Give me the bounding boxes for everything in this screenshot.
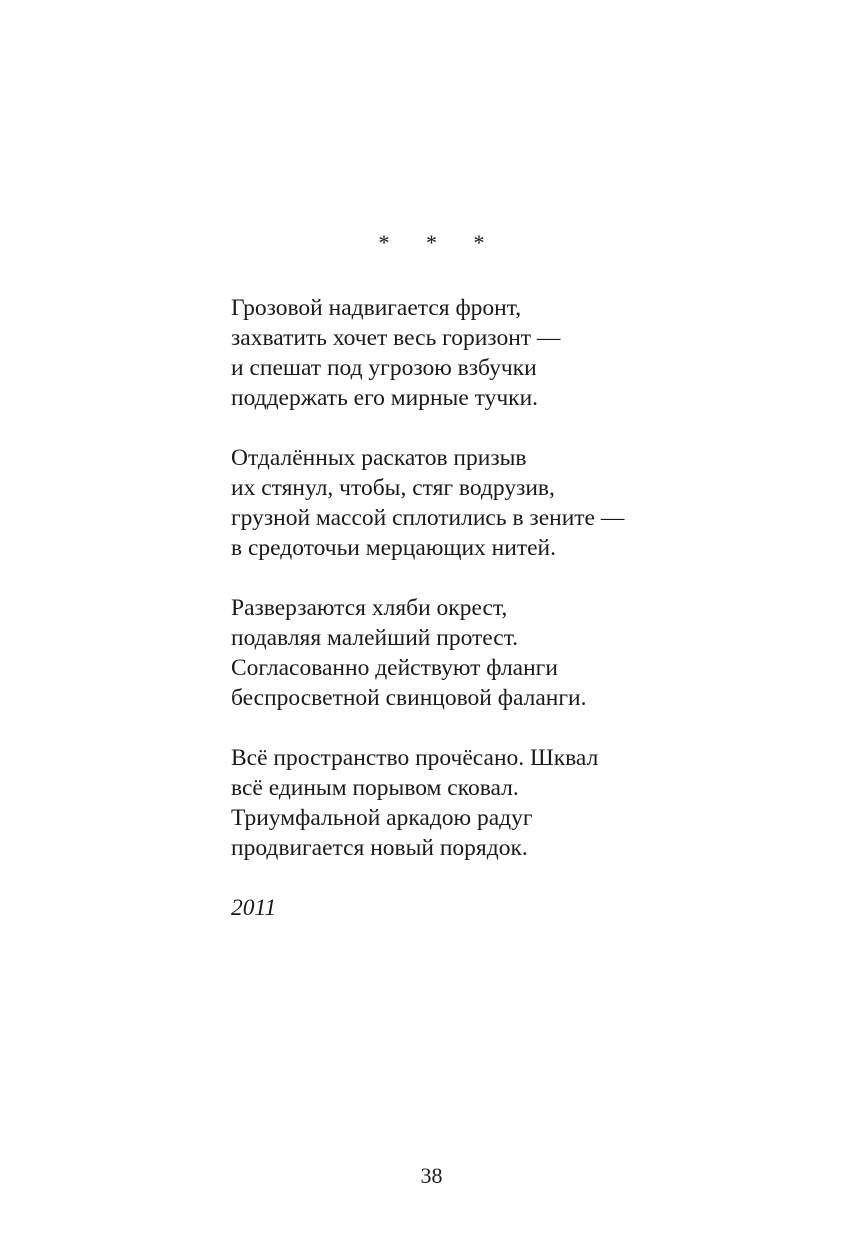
asterisk: * — [426, 230, 437, 255]
poem-line: и спешат под угрозою взбучки — [231, 355, 537, 381]
stanza-2 — [231, 443, 624, 563]
stanza-3 — [231, 593, 624, 713]
asterisk: * — [473, 230, 485, 255]
poem-line: их стянул, чтобы, стяг водрузив, — [231, 475, 555, 501]
poem-line: поддержать его мирные тучки. — [231, 385, 539, 411]
stanza-separator — [0, 230, 863, 256]
poem-line: подавляя малейший протест. — [231, 625, 519, 651]
poem-body — [231, 293, 624, 923]
poem-line: захватить хочет весь горизонт — — [231, 325, 561, 351]
poem-line: Триумфальной аркадою радуг — [231, 805, 533, 831]
poem-line: беспросветной свинцовой фаланги. — [231, 685, 587, 711]
page-number: 38 — [420, 1163, 443, 1188]
poem-line: грузной массой сплотились в зените — — [231, 505, 625, 531]
poem-line: Грозовой надвигается фронт, — [231, 295, 522, 321]
poem-line: Отдалённых раскатов призыв — [231, 445, 527, 471]
asterisk: * — [378, 230, 390, 255]
stanza-4 — [231, 743, 624, 863]
poem-line: Всё пространство прочёсано. Шквал — [231, 745, 599, 771]
poem-line: Разверзаются хляби окрест, — [231, 595, 508, 621]
poem-year: 2011 — [231, 895, 277, 921]
poem-line: всё единым порывом сковал. — [231, 775, 519, 801]
poem-line: продвигается новый порядок. — [231, 835, 528, 861]
poem-line: в средоточьи мерцающих нитей. — [231, 535, 556, 561]
poem-line: Согласованно действуют фланги — [231, 655, 558, 681]
stanza-1 — [231, 293, 624, 413]
